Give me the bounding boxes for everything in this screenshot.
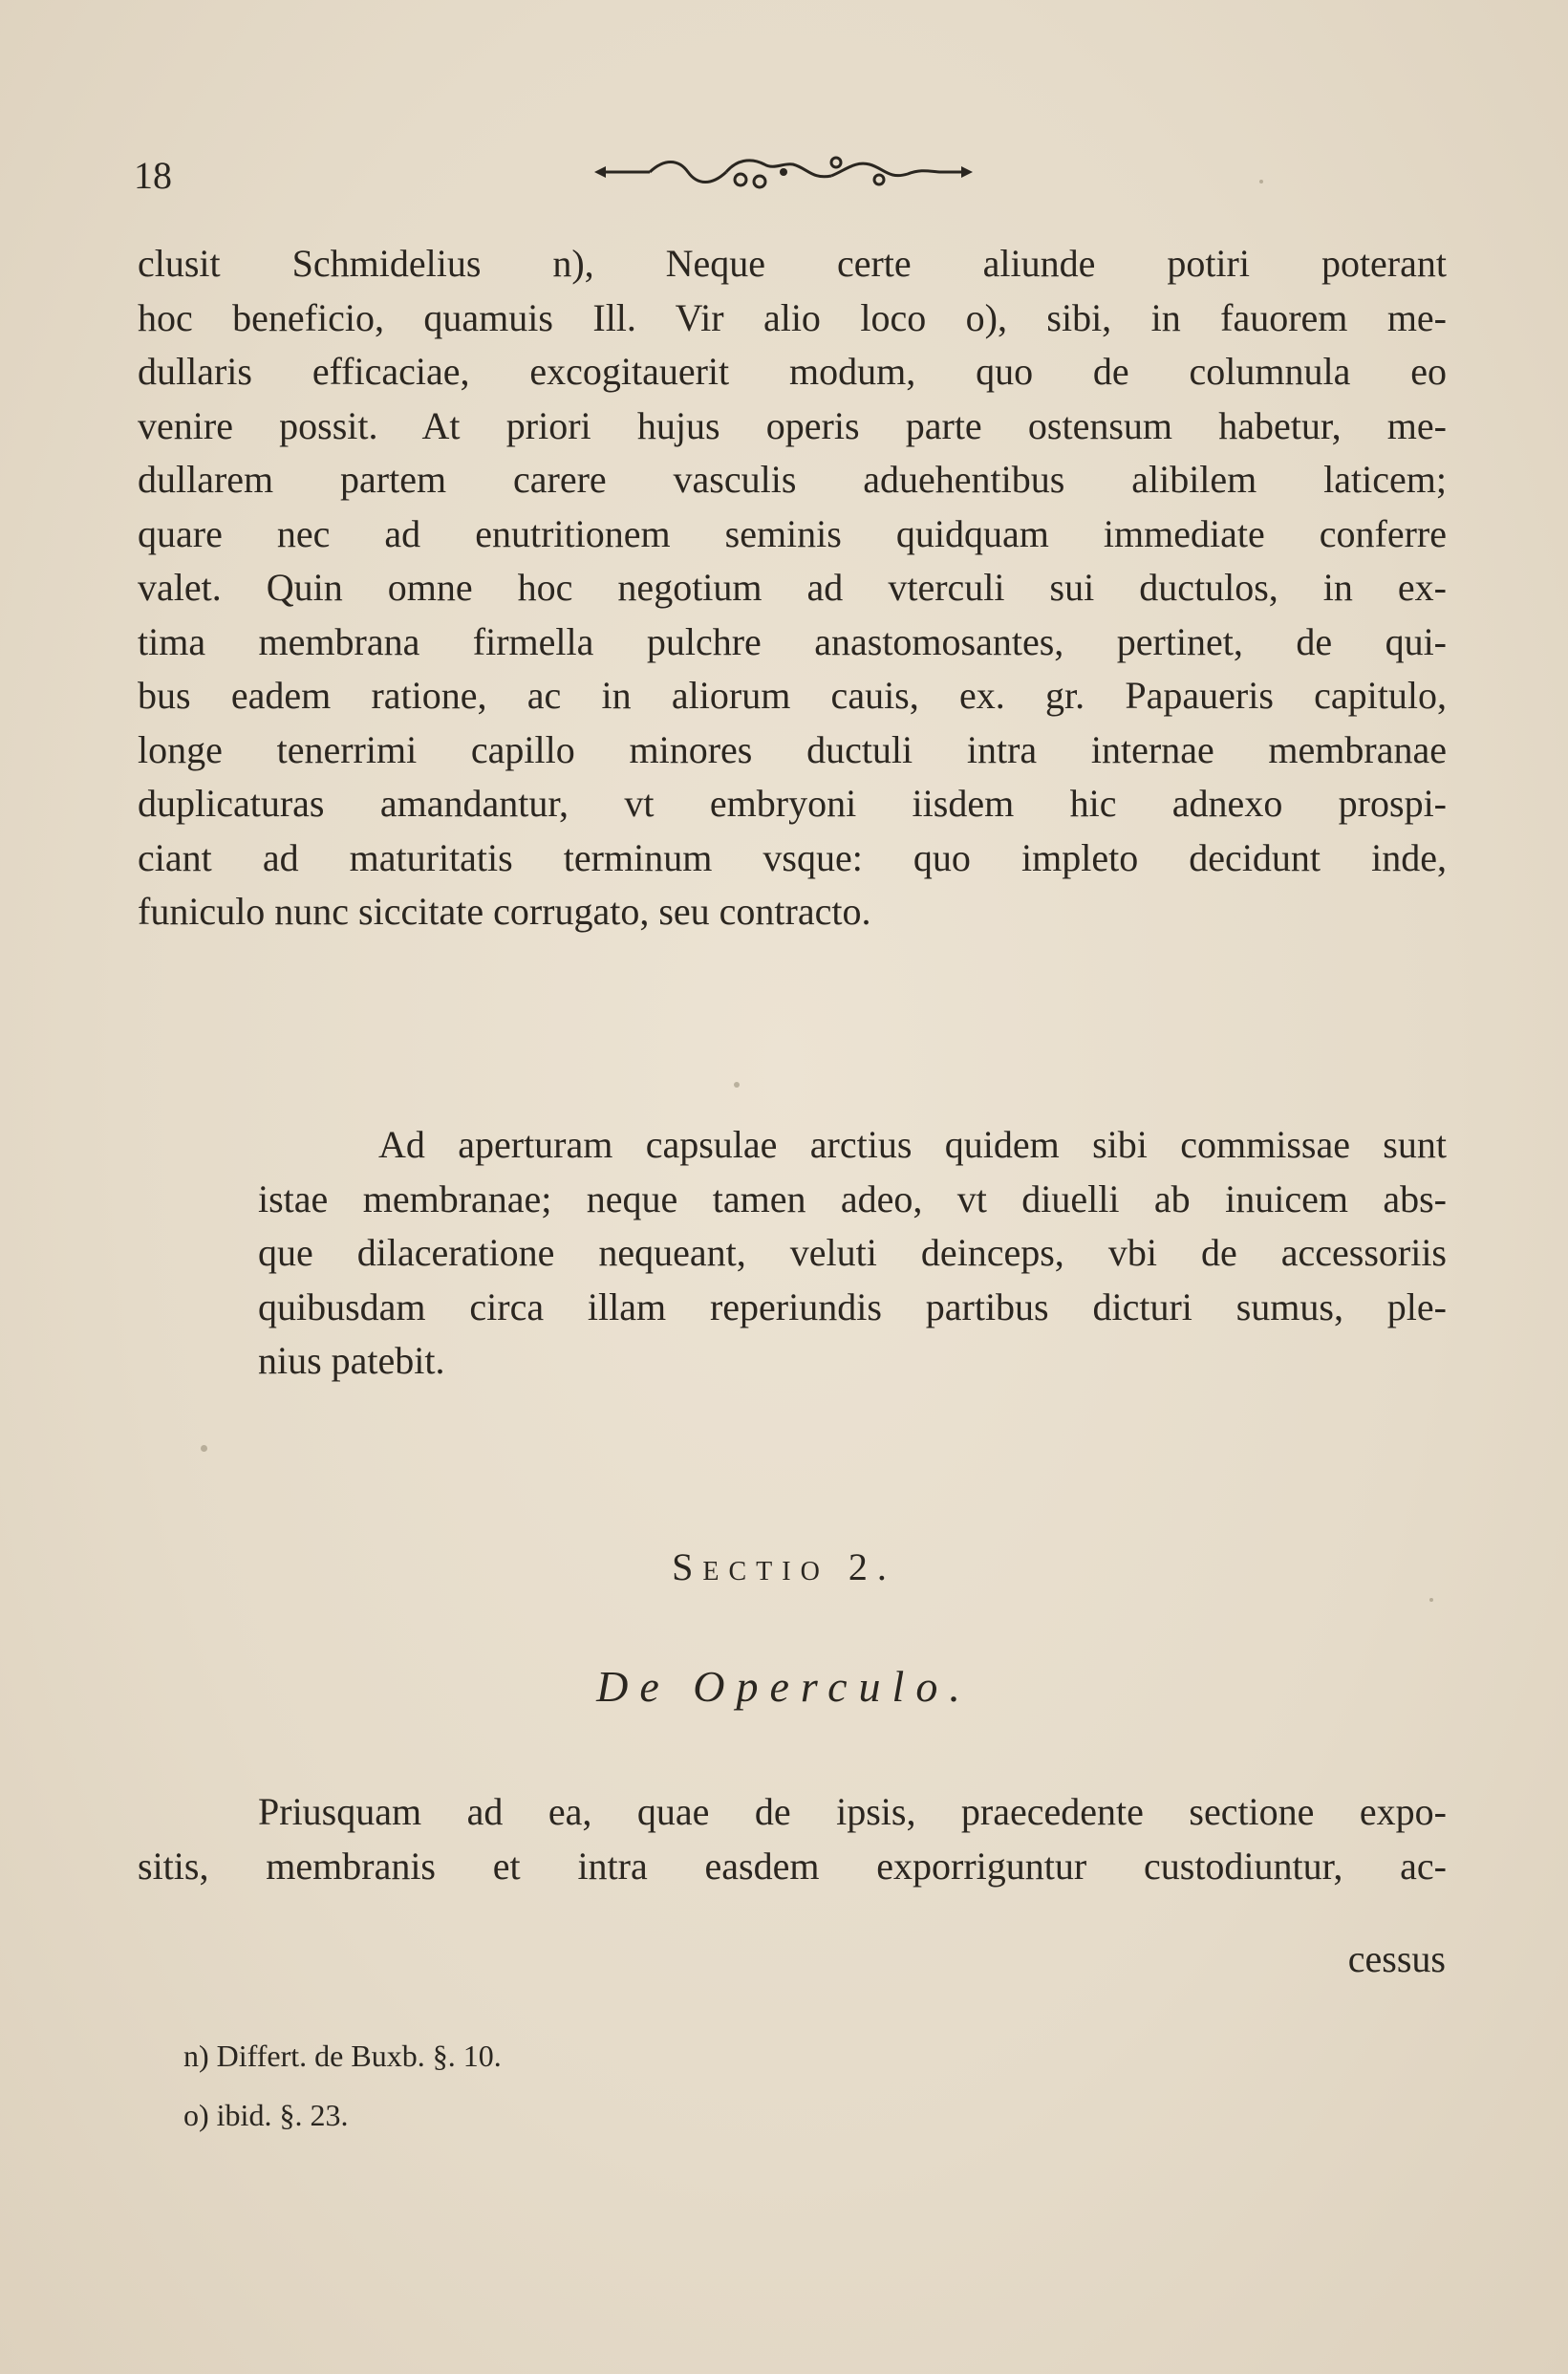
text-line: duplicaturas amandantur, vt embryoni iisdem hic adnexo prospi- bbox=[138, 782, 1447, 825]
text-line: sitis, membranis et intra easdem exporriguntur custodiuntur, ac- bbox=[138, 1844, 1447, 1888]
paragraph-2 bbox=[138, 1118, 1447, 1389]
text-line: dullaris efficaciae, excogitauerit modum, quo de columnula eo bbox=[138, 350, 1447, 393]
speck bbox=[201, 1445, 207, 1452]
text-line: clusit Schmidelius n), Neque certe aliunde potiri poterant bbox=[138, 242, 1447, 285]
text-line: quare nec ad enutritionem seminis quidquam immediate conferre bbox=[138, 511, 1447, 555]
text-line: quibusdam circa illam reperiundis partibus dicturi sumus, ple- bbox=[258, 1284, 1447, 1328]
footnote: n) Differt. de Buxb. §. 10. bbox=[183, 2039, 502, 2073]
page-header bbox=[134, 143, 1452, 201]
paragraph-3 bbox=[138, 1785, 1447, 1893]
text-line: ciant ad maturitatis terminum vsque: quo impleto decidunt inde, bbox=[138, 835, 1447, 879]
page-number: 18 bbox=[134, 154, 172, 197]
text-line: Ad aperturam capsulae arctius quidem sibi commissae sunt bbox=[378, 1123, 1447, 1166]
footnotes bbox=[183, 2026, 502, 2145]
text-line: istae membranae; neque tamen adeo, vt diuelli ab inuicem abs- bbox=[258, 1176, 1447, 1220]
text-line: tima membrana firmella pulchre anastomosantes, pertinet, de qui- bbox=[138, 619, 1447, 663]
text-line: dullarem partem carere vasculis aduehentibus alibilem laticem; bbox=[138, 458, 1447, 501]
text-line: longe tenerrimi capillo minores ductuli intra internae membranae bbox=[138, 727, 1447, 771]
text-line: venire possit. At priori hujus operis parte ostensum habetur, me- bbox=[138, 403, 1447, 447]
text-line: valet. Quin omne hoc negotium ad vterculi sui ductulos, in ex- bbox=[138, 566, 1447, 609]
text-line: que dilaceratione nequeant, veluti deinceps, vbi de accessoriis bbox=[258, 1231, 1447, 1274]
text-line: funiculo nunc siccitate corrugato, seu contracto. bbox=[138, 890, 871, 933]
speck bbox=[734, 1082, 740, 1088]
section-title: Sectio 2. bbox=[672, 1545, 896, 1588]
text-line: Priusquam ad ea, quae de ipsis, praecedente sectione expo- bbox=[258, 1790, 1447, 1833]
text-line: hoc beneficio, quamuis Ill. Vir alio loco o), sibi, in fauorem me- bbox=[138, 295, 1447, 339]
paragraph-1 bbox=[138, 237, 1447, 939]
catchword: cessus bbox=[1347, 1937, 1446, 1980]
decorative-headpiece-icon bbox=[592, 151, 975, 193]
speck bbox=[1259, 180, 1263, 183]
section-subtitle: De Operculo. bbox=[596, 1662, 972, 1711]
text-line: bus eadem ratione, ac in aliorum cauis, ex. gr. Papaueris capitulo, bbox=[138, 674, 1447, 717]
speck bbox=[1429, 1598, 1433, 1602]
footnote: o) ibid. §. 23. bbox=[183, 2098, 349, 2132]
text-line: nius patebit. bbox=[258, 1339, 445, 1382]
